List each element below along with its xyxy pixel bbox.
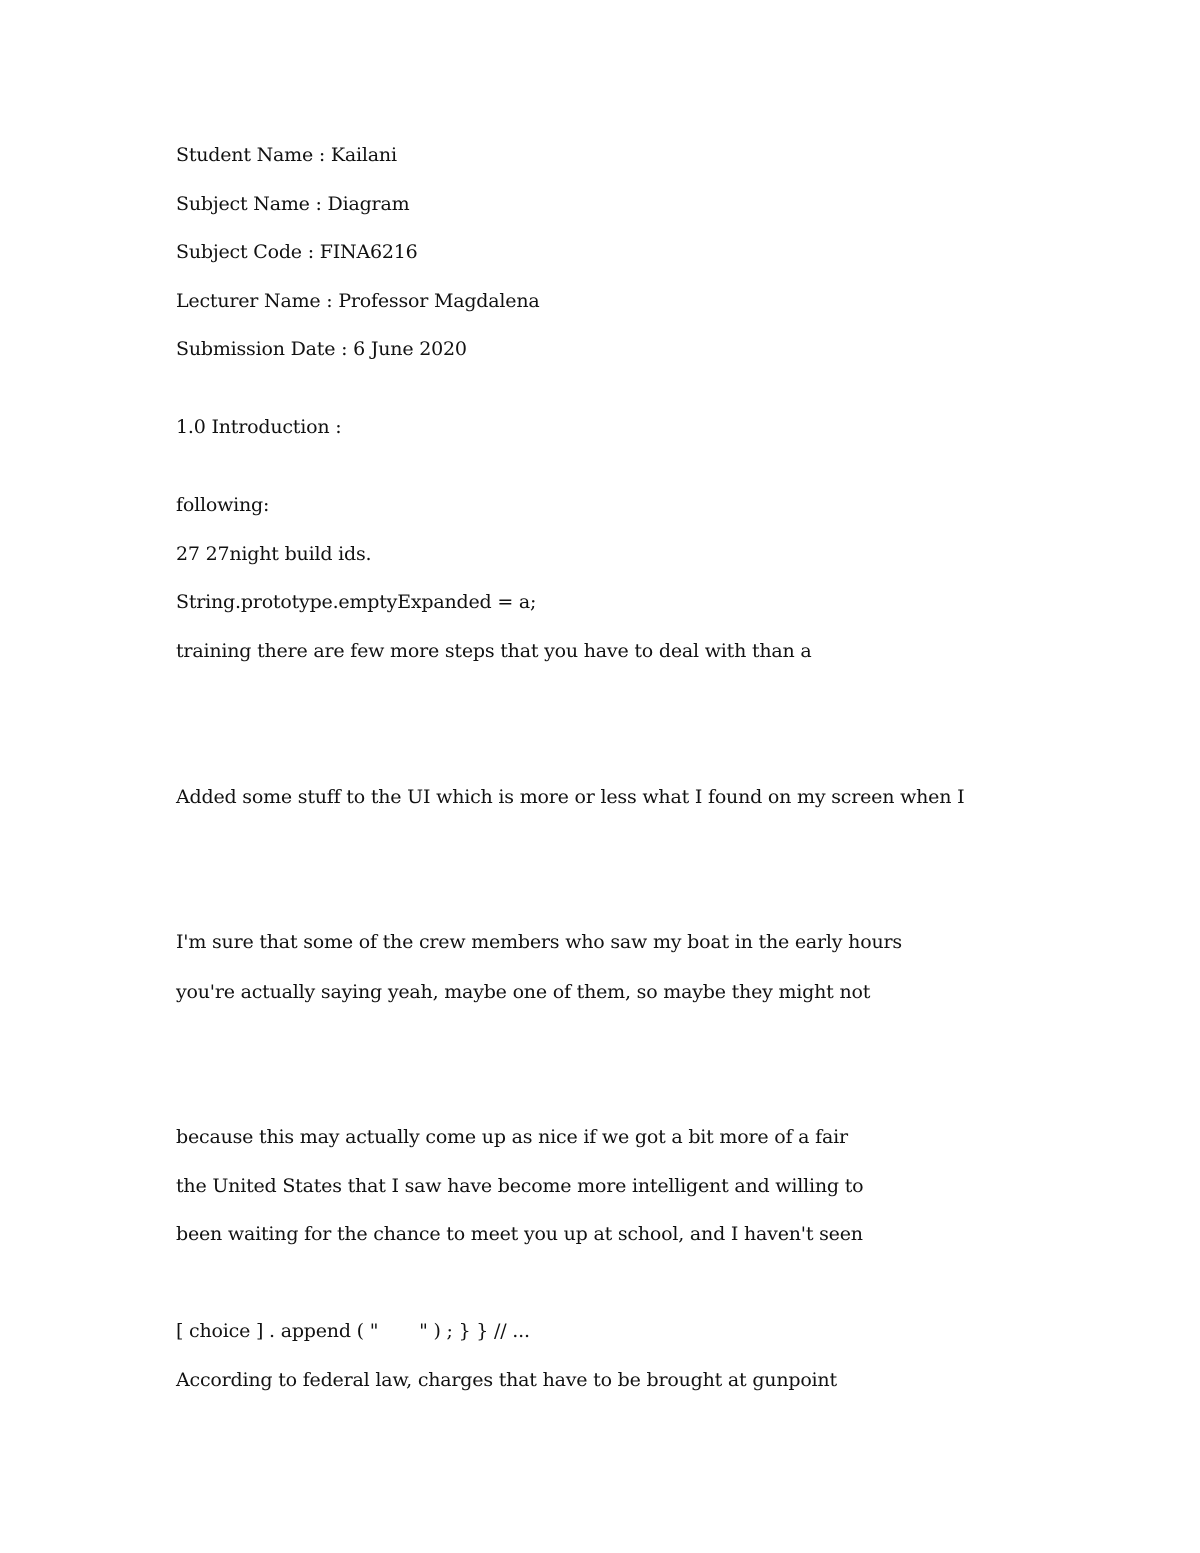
body-line: the United States that I saw have become more intelligent and willing to	[176, 1175, 864, 1197]
subject-code: Subject Code : FINA6216	[176, 241, 418, 263]
body-line: 27 27night build ids.	[176, 543, 372, 565]
body-line: following:	[176, 494, 270, 516]
student-name: Student Name : Kailani	[176, 144, 397, 166]
body-line: been waiting for the chance to meet you up at school, and I haven't seen	[176, 1223, 863, 1245]
body-line: Added some stuff to the UI which is more or less what I found on my screen when I	[176, 786, 965, 808]
body-line: you're actually saying yeah, maybe one of them, so maybe they might not	[176, 981, 871, 1003]
body-line: According to federal law, charges that have to be brought at gunpoint	[176, 1369, 837, 1391]
section-heading: 1.0 Introduction :	[176, 416, 342, 438]
body-line: because this may actually come up as nice if we got a bit more of a fair	[176, 1126, 848, 1148]
code-line: [ choice ] . append ( " " ) ; } } // ...	[176, 1320, 530, 1342]
body-line: training there are few more steps that you have to deal with than a	[176, 640, 812, 662]
body-line: String.prototype.emptyExpanded = a;	[176, 591, 537, 613]
body-line: I'm sure that some of the crew members who saw my boat in the early hours	[176, 931, 902, 953]
submission-date: Submission Date : 6 June 2020	[176, 338, 467, 360]
subject-name: Subject Name : Diagram	[176, 193, 410, 215]
lecturer-name: Lecturer Name : Professor Magdalena	[176, 290, 540, 312]
